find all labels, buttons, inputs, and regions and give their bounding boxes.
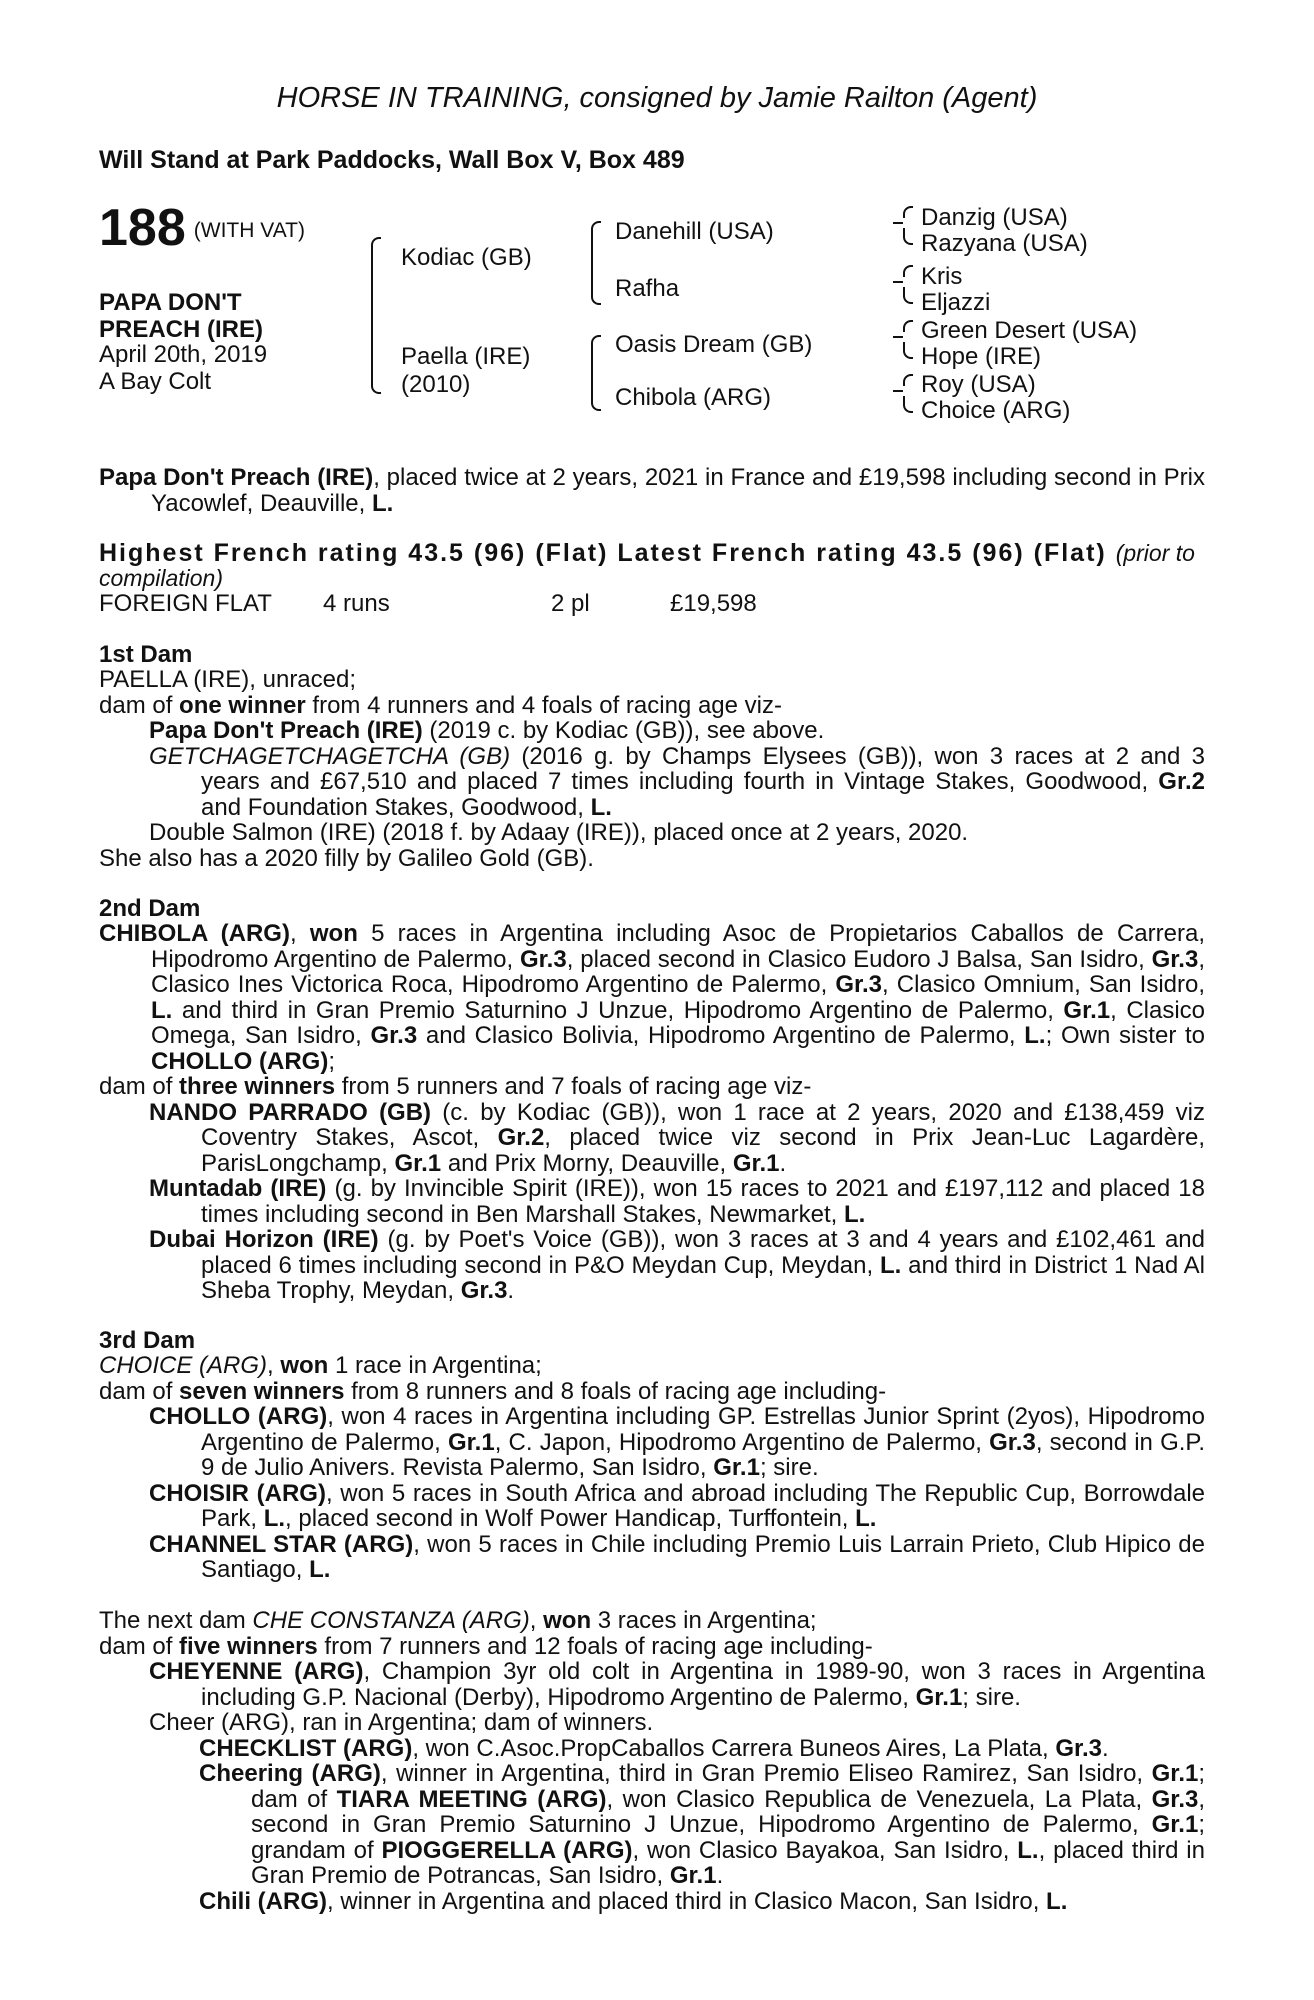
horse-name: PAPA DON'T PREACH (IRE)	[99, 289, 264, 343]
dam2-g3: Gr.3	[835, 971, 883, 998]
dam: Paella (IRE)	[401, 343, 531, 370]
dam2-n3t3: .	[507, 1277, 515, 1304]
first-dam-title: 1st Dam	[99, 641, 193, 668]
dam3-t1: 1 race in Argentina;	[328, 1352, 542, 1379]
ddd: Choice (ARG)	[921, 397, 1071, 424]
dss: Green Desert (USA)	[921, 317, 1138, 344]
nextdam-crt5: ; grandam of	[251, 1811, 1205, 1864]
dam3-c1g1: Gr.1	[447, 1428, 495, 1456]
nextdam-name: CHE CONSTANZA (ARG)	[252, 1607, 530, 1634]
dam2-g4: L.	[151, 996, 173, 1024]
dam3-c1t3: , second in G.P. 9 de Julio Anivers. Revista Palermo, San Isidro,	[201, 1428, 1205, 1481]
dam3-c2: CHOISIR (ARG)	[149, 1479, 326, 1507]
dam3-c1g3: Gr.1	[713, 1454, 760, 1481]
dam3-c2t1: , won 5 races in South Africa and abroad including The Republic Cup, Borrowdale Park,	[201, 1479, 1205, 1532]
dam2-dam-of: dam of	[99, 1073, 180, 1100]
nextdam-foals: from 7 runners and 12 foals of racing age including-	[317, 1632, 873, 1660]
nextdam-dam-of: dam of	[99, 1632, 180, 1660]
nextdam-cht2: ; sire.	[962, 1683, 1021, 1711]
record-placed: 2 pl	[551, 590, 590, 617]
nextdam-crt1: , winner in Argentina, third in Gran Premio Eliseo Ramirez, San Isidro,	[380, 1760, 1152, 1787]
nextdam-crg2: Gr.3	[1151, 1785, 1199, 1813]
nextdam-a: The next dam	[99, 1607, 253, 1634]
dam1-dam-of: dam of	[99, 691, 180, 719]
nextdam-crt7: , placed third in Gran Premio de Potrancas, San Isidro,	[251, 1836, 1205, 1889]
dam2-t8: ; Own sister to	[1045, 1022, 1206, 1049]
dam2-sister: CHOLLO (ARG)	[151, 1047, 329, 1075]
dam1-entry2-name: GETCHAGETCHAGETCHA (GB)	[149, 742, 511, 770]
nextdam-ckg1: Gr.3	[1055, 1734, 1103, 1762]
ssd: Razyana (USA)	[921, 230, 1088, 257]
dam3-c1g2: Gr.3	[989, 1428, 1036, 1456]
dam1-entry2-grade: Gr.2	[1158, 768, 1205, 795]
nextdam-chg1: Gr.1	[915, 1683, 963, 1711]
nextdam-winners: five winners	[179, 1632, 318, 1660]
dam3-won: won	[280, 1352, 329, 1379]
dam2-n1: NANDO PARRADO (GB)	[149, 1098, 432, 1126]
intro-horse-name: Papa Don't Preach (IRE)	[99, 464, 374, 491]
dam1-entry3: Double Salmon (IRE) (2018 f. by Adaay (IRE)), placed once at 2 years, 2020.	[149, 819, 969, 846]
dam2-t2: , placed second in Clasico Eudoro J Balsa, San Isidro,	[566, 945, 1152, 973]
dam2-n1g2: Gr.1	[394, 1149, 442, 1177]
nextdam-crt2: ; dam of	[251, 1760, 1206, 1813]
nextdam-cr: Cheering (ARG)	[199, 1760, 381, 1787]
dam-dam: Chibola (ARG)	[615, 384, 772, 411]
dam3-c2g1: L.	[263, 1505, 286, 1532]
dam2-n1t4: .	[779, 1149, 787, 1177]
dam2-winners: three winners	[179, 1073, 336, 1100]
sdd: Eljazzi	[921, 289, 991, 316]
record-money: £19,598	[670, 590, 757, 617]
page-header: HORSE IN TRAINING, consigned by Jamie Railton (Agent)	[276, 82, 1038, 114]
sire: Kodiac (GB)	[401, 244, 532, 271]
dam2-n2g1: L.	[843, 1200, 866, 1228]
dam2-t5: and third in Gran Premio Saturnino J Unzue, Hipodromo Argentino de Palermo,	[172, 996, 1064, 1024]
dam3-name: CHOICE (ARG)	[99, 1352, 267, 1379]
dam2-t1: 5 races in Argentina including Asoc de Propietarios Caballos de Carrera, Hipodromo Argentino de Palermo,	[151, 920, 1205, 973]
nextdam-won: won	[543, 1607, 592, 1634]
nextdam-ck: CHECKLIST (ARG)	[199, 1734, 413, 1762]
third-dam-title: 3rd Dam	[99, 1327, 196, 1354]
dam2-t3: , Clasico Ines Victorica Roca, Hipodromo Argentino de Palermo,	[151, 945, 1205, 998]
nextdam-crt6: , won Clasico Bayakoa, San Isidro,	[632, 1836, 1018, 1864]
dam3-winners: seven winners	[179, 1377, 345, 1405]
rating-note: (prior to compilation)	[99, 540, 1195, 591]
nextdam-piog: PIOGGERELLA (ARG)	[381, 1836, 633, 1864]
dam2-g1: Gr.3	[519, 945, 567, 973]
dam2-g5: Gr.1	[1063, 996, 1111, 1024]
nextdam-comma: ,	[529, 1607, 544, 1634]
dam2-n1t3: and Prix Morny, Deauville,	[441, 1149, 733, 1177]
dam3-c2g2: L.	[855, 1505, 877, 1532]
dam1-entry2-text2: and Foundation Stakes, Goodwood,	[201, 793, 591, 821]
vat-note: (WITH VAT)	[193, 219, 305, 242]
dam2-n2: Muntadab (IRE)	[149, 1175, 327, 1202]
nextdam-chili: Chili (ARG)	[199, 1887, 327, 1915]
intro-paragraph	[99, 465, 1205, 516]
dam1-winners: one winner	[179, 691, 306, 719]
dam2-t9: ;	[328, 1047, 335, 1075]
dam3-c2t2: , placed second in Wolf Power Handicap, Turffontein,	[285, 1505, 856, 1532]
dam2-name: CHIBOLA (ARG)	[99, 920, 290, 947]
sire-sire: Danehill (USA)	[615, 218, 774, 245]
dam2-n2t1: (g. by Invincible Spirit (IRE)), won 15 races to 2021 and £197,112 and placed 18 times including second in Ben Marshall Stakes, Newmarket,	[201, 1175, 1206, 1228]
nextdam-ckt2: .	[1102, 1734, 1109, 1762]
dam2-t4: , Clasico Omnium, San Isidro,	[882, 971, 1205, 998]
dam1-entry2-text: (2016 g. by Champs Elysees (GB)), won 3 races at 2 and 3 years and £67,510 and placed 7 times including fourth in Vintage Stakes, Goodwood,	[201, 742, 1205, 795]
nextdam-ch: CHEYENNE (ARG)	[149, 1658, 364, 1685]
dam3-c3: CHANNEL STAR (ARG)	[149, 1530, 414, 1558]
dds: Roy (USA)	[921, 371, 1036, 398]
nextdam-crg1: Gr.1	[1151, 1760, 1199, 1787]
dam3-c1: CHOLLO (ARG)	[149, 1403, 328, 1430]
dam2-n3t2: and third in District 1 Nad Al Sheba Trophy, Meydan,	[201, 1251, 1205, 1304]
rating-line	[99, 541, 1205, 591]
dam3-c3t1: , won 5 races in Chile including Premio Luis Larrain Prieto, Club Hipico de Santiago,	[201, 1530, 1205, 1583]
dam1-entry1-text: (2019 c. by Kodiac (GB)), see above.	[422, 717, 825, 744]
dam3-c1t2: , C. Japon, Hipodromo Argentino de Palermo,	[494, 1428, 990, 1456]
dam3-dam-of: dam of	[99, 1377, 180, 1405]
dam3-c1t1: , won 4 races in Argentina including GP. Estrellas Junior Sprint (2yos), Hipodromo Argentino de Palermo,	[201, 1403, 1205, 1456]
dam1-entry1-name: Papa Don't Preach (IRE)	[149, 717, 423, 744]
nextdam-t1: 3 races in Argentina;	[591, 1607, 817, 1634]
dam2-foals: from 5 runners and 7 foals of racing age viz-	[335, 1073, 812, 1100]
dam-year: (2010)	[401, 371, 471, 398]
nextdam-crt3: , won Clasico Republica de Venezuela, La Plata,	[606, 1785, 1152, 1813]
dam2-n1t2: , placed twice viz second in Prix Jean-Luc Lagardère, ParisLongchamp,	[201, 1124, 1205, 1177]
dam3-c1t4: ; sire.	[759, 1454, 819, 1481]
dam2-t6: , Clasico Omega, San Isidro,	[151, 996, 1206, 1049]
dam2-won: won	[309, 920, 358, 947]
sss: Danzig (USA)	[921, 204, 1068, 231]
dam2-n3g1: L.	[879, 1251, 902, 1279]
dam2-g7: L.	[1024, 1022, 1046, 1049]
dam3-foals: from 8 runners and 8 foals of racing age including-	[344, 1377, 887, 1405]
nextdam-crg4: L.	[1017, 1836, 1039, 1864]
nextdam-cheer: Cheer (ARG), ran in Argentina; dam of winners.	[149, 1709, 654, 1736]
dam-sire: Oasis Dream (GB)	[615, 331, 813, 358]
horse-dob: April 20th, 2019	[99, 341, 268, 368]
dam2-g6: Gr.3	[370, 1022, 418, 1049]
rating-text: Highest French rating 43.5 (96) (Flat) Latest French rating 43.5 (96) (Flat)	[99, 539, 1107, 567]
dam1-entry4: She also has a 2020 filly by Galileo Gold (GB).	[99, 844, 594, 872]
dam1-entry2-listed: L.	[590, 793, 612, 821]
dam2-t7: and Clasico Bolivia, Hipodromo Argentino de Palermo,	[417, 1022, 1025, 1049]
dam2-n1t1: (c. by Kodiac (GB)), won 1 race at 2 years, 2020 and £138,459 viz Coventry Stakes, Ascot,	[201, 1098, 1205, 1151]
nextdam-crg5: Gr.1	[669, 1862, 717, 1889]
sire-dam: Rafha	[615, 275, 680, 302]
dam2-g2: Gr.3	[1151, 945, 1199, 973]
dam1-line1: PAELLA (IRE), unraced;	[99, 666, 357, 693]
nextdam-crt4: , second in Gran Premio Saturnino J Unzue, Hipodromo Argentino de Palermo,	[251, 1785, 1206, 1838]
third-dam-section: CHOICE (ARG), won 1 race in Argentina; dam of seven winners from 8 runners and 8 foals of racing age including- CHOLLO (ARG), won 4 races in Argentina including GP. Estrellas Junior Sprint (2yos), Hipodromo Argentino de Palermo, Gr.1, C. Japon, Hipodromo Argentino de Palermo, Gr.3, second in G.P. 9 de Julio Anivers. Revista Palermo, San Isidro, Gr.1; sire. CHOISIR (ARG), won 5 races in South Africa and abroad including The Republic Cup, Borrowdale Park, L., placed second in Wolf Power Handicap, Turffontein, L. CHANNEL STAR (ARG), won 5 races in Chile including Premio Luis Larrain Prieto, Club Hipico de Santiago, L.	[99, 1352, 1205, 1583]
record-runs: 4 runs	[323, 590, 390, 617]
dam1-foals: from 4 runners and 4 foals of racing age viz-	[305, 691, 782, 719]
nextdam-chilig1: L.	[1046, 1887, 1068, 1915]
dam2-n3g2: Gr.3	[460, 1277, 508, 1304]
horse-description: A Bay Colt	[99, 368, 212, 395]
second-dam-section: CHIBOLA (ARG), won 5 races in Argentina including Asoc de Propietarios Caballos de Carrera, Hipodromo Argentino de Palermo, Gr.3, placed second in Clasico Eudoro J Balsa, San Isidro, Gr.3, Clasico Ines Victorica Roca, Hipodromo Argentino de Palermo, Gr.3, Clasico Omnium, San Isidro, L. and third in Gran Premio Saturnino J Unzue, Hipodromo Argentino de Palermo, Gr.1, Clasico Omega, San Isidro, Gr.3 and Clasico Bolivia, Hipodromo Argentino de Palermo, L.; Own sister to CHOLLO (ARG); dam of three winners from 5 runners and 7 foals of racing age viz- NANDO PARRADO (GB) (c. by Kodiac (GB)), won 1 race at 2 years, 2020 and £138,459 viz Coventry Stakes, Ascot, Gr.2, placed twice viz second in Prix Jean-Luc Lagardère, ParisLongchamp, Gr.1 and Prix Morny, Deauville, Gr.1. Muntadab (IRE) (g. by Invincible Spirit (IRE)), won 15 races to 2021 and £197,112 and placed 18 times including second in Ben Marshall Stakes, Newmarket, L. Dubai Horizon (IRE) (g. by Poet's Voice (GB)), won 3 races at 3 and 4 years and £102,461 and placed 6 times including second in P&O Meydan Cup, Meydan, L. and third in District 1 Nad Al Sheba Trophy, Meydan, Gr.3.	[99, 920, 1206, 1304]
dam2-n1g1: Gr.2	[497, 1124, 545, 1151]
lot-number: 188	[99, 199, 186, 257]
lot-number-block	[99, 199, 305, 257]
nextdam-cht1: , Champion 3yr old colt in Argentina in 1989-90, won 3 races in Argentina including G.P. Nacional (Derby), Hipodromo Argentino de Palermo,	[201, 1658, 1205, 1711]
dam2-n3: Dubai Horizon (IRE)	[149, 1226, 379, 1253]
nextdam-chilit1: , winner in Argentina and placed third in Clasico Macon, San Isidro,	[326, 1887, 1047, 1915]
dam2-n3t1: (g. by Poet's Voice (GB)), won 3 races at 3 and 4 years and £102,461 and placed 6 times including second in P&O Meydan Cup, Meydan,	[201, 1226, 1205, 1279]
second-dam-title: 2nd Dam	[99, 895, 201, 922]
sds: Kris	[921, 263, 963, 290]
first-dam-section	[99, 667, 1205, 871]
intro-text: , placed twice at 2 years, 2021 in France and £19,598 including second in Prix Yacowlef, Deauville,	[151, 464, 1205, 517]
dam3-c3g1: L.	[309, 1556, 331, 1583]
intro-listed: L.	[372, 489, 394, 517]
nextdam-crg3: Gr.1	[1151, 1811, 1199, 1838]
nextdam-ckt1: , won C.Asoc.PropCaballos Carrera Buneos Aires, La Plata,	[412, 1734, 1056, 1762]
stand-location: Will Stand at Park Paddocks, Wall Box V, Box 489	[99, 146, 685, 174]
nextdam-tiara: TIARA MEETING (ARG)	[336, 1785, 607, 1813]
next-dam-section	[99, 1608, 1205, 1914]
dsd: Hope (IRE)	[921, 343, 1042, 370]
dam2-n1g3: Gr.1	[732, 1149, 780, 1177]
record-label: FOREIGN FLAT	[99, 590, 272, 617]
nextdam-crt8: .	[716, 1862, 724, 1889]
